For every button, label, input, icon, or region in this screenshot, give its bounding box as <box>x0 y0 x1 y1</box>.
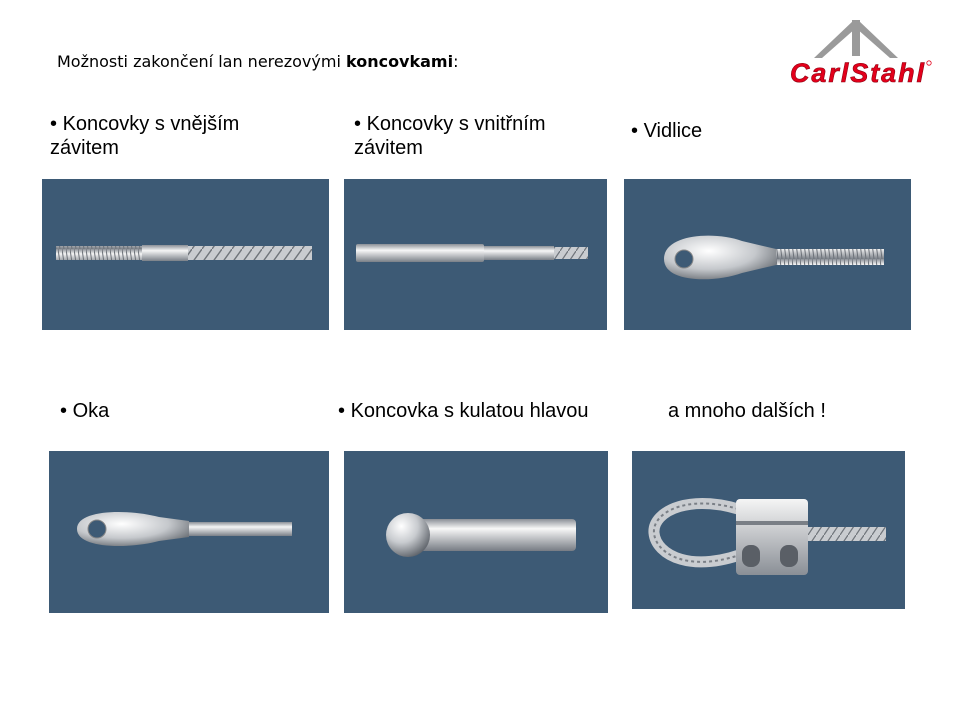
bullet: • <box>60 400 68 422</box>
bullet: • <box>338 400 346 422</box>
carl-stahl-logo <box>786 18 934 88</box>
bullet: • <box>631 120 639 142</box>
label-line1: Koncovky s vnějším <box>62 113 240 135</box>
label-line1: Vidlice <box>643 120 703 142</box>
image-eye-fitting <box>49 451 329 613</box>
label-line1: a mnoho dalších ! <box>668 400 826 422</box>
image-external-thread-fitting <box>42 179 329 330</box>
label-eye <box>60 399 109 423</box>
heading-prefix: Možnosti zakončení lan nerezovými <box>57 52 346 71</box>
label-line1: Oka <box>72 400 110 422</box>
image-internal-thread-fitting <box>344 179 607 330</box>
image-ball-head-fitting <box>344 451 608 613</box>
image-thimble-clamp-fitting <box>632 451 905 609</box>
slide-heading <box>57 52 458 71</box>
bullet: • <box>354 113 362 135</box>
label-ball-head <box>338 399 589 423</box>
label-internal-thread <box>354 112 546 160</box>
logo-graphic <box>786 18 934 88</box>
image-fork-fitting <box>624 179 911 330</box>
heading-bold: koncovkami <box>345 52 454 71</box>
label-line1: Koncovky s vnitřním <box>366 113 546 135</box>
label-line2: závitem <box>50 137 119 159</box>
label-line2: závitem <box>354 137 423 159</box>
label-many-more <box>668 399 826 423</box>
bullet: • <box>50 113 58 135</box>
label-fork <box>631 119 702 143</box>
label-line1: Koncovka s kulatou hlavou <box>350 400 589 422</box>
heading-suffix: : <box>453 52 459 71</box>
label-external-thread <box>50 112 239 160</box>
logo-text: CarlStahl <box>790 58 924 88</box>
